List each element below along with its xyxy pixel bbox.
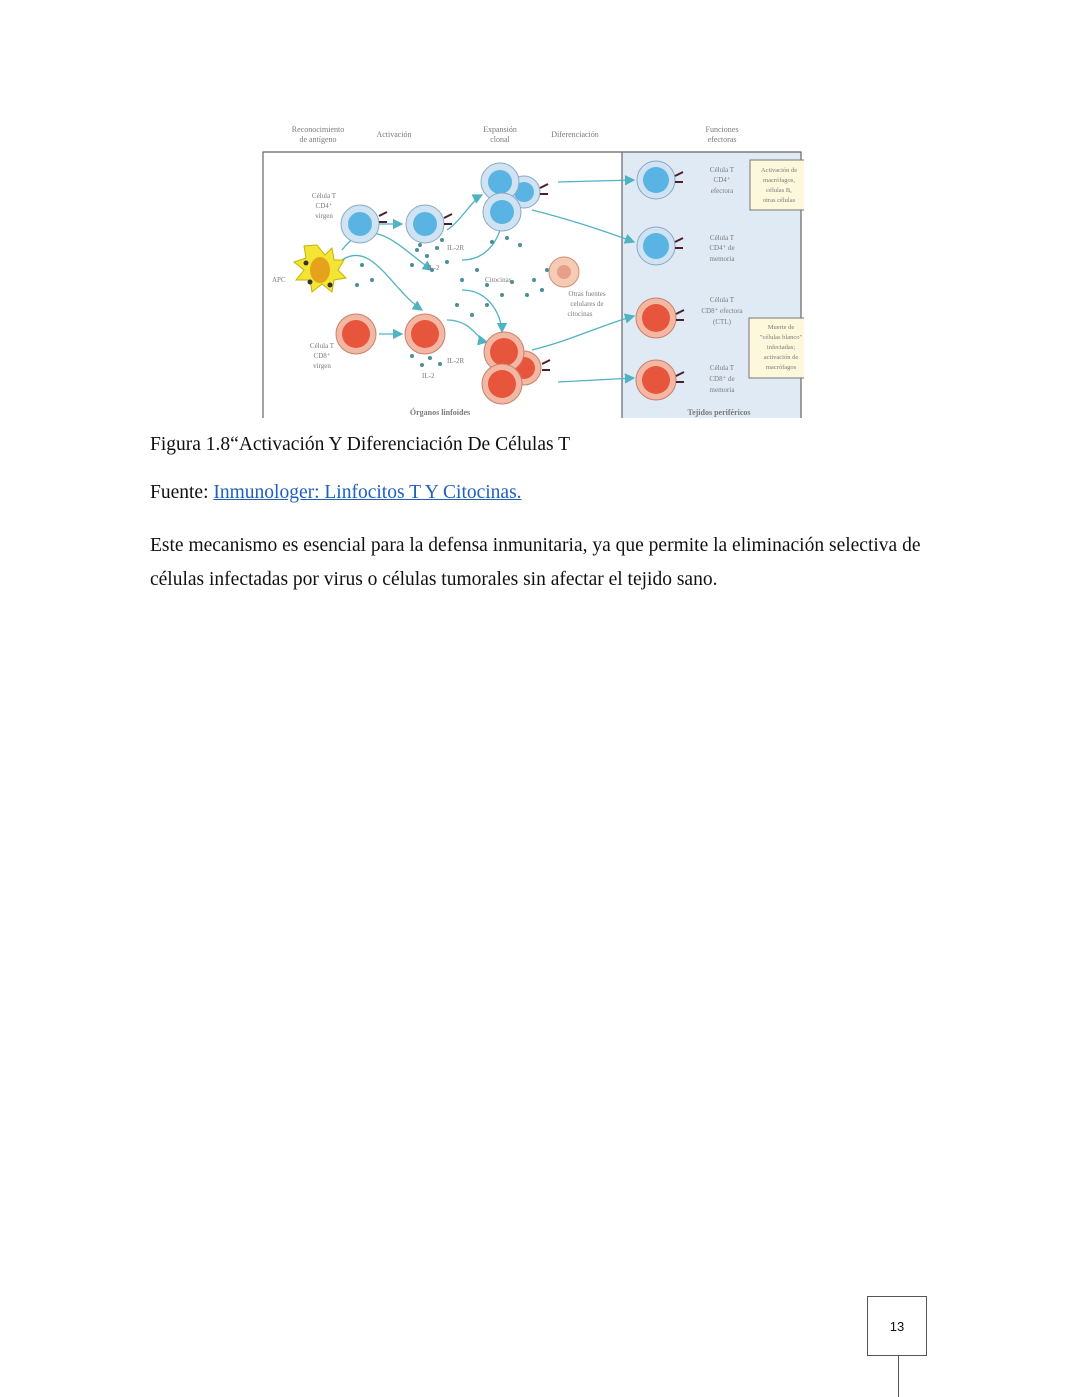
page-number-line (898, 1356, 899, 1397)
other-source-label: Otras fuentes (568, 290, 606, 298)
il2r-label: IL-2R (447, 357, 465, 365)
box-label: infectadas; (766, 344, 796, 351)
stage-label: Funciones (705, 125, 739, 134)
box-label: células B, (766, 187, 792, 194)
cd8-naive-cell (336, 314, 376, 354)
cd8-naive-label: virgen (313, 362, 331, 370)
box-label: otras células (762, 197, 796, 204)
il2r-label: IL-2R (447, 244, 465, 252)
cd4-memory-label: Célula T (709, 234, 735, 242)
cd4-effector-cell (637, 161, 675, 199)
stage-label: efectoras (707, 135, 737, 144)
stage-label: Expansión (483, 125, 517, 134)
cd8-memory-label: CD8⁺ de (709, 375, 735, 383)
cd8-effector-label: (CTL) (713, 318, 731, 326)
cd8-naive-label: CD8⁺ (313, 352, 331, 360)
box-label: Muerte de (767, 324, 795, 331)
source-link[interactable]: Inmunologer: Linfocitos T Y Citocinas. (213, 482, 522, 503)
cd4-naive-label: CD4⁺ (315, 202, 333, 210)
figure-source (150, 482, 522, 504)
cd4-effector-label: efectora (710, 187, 734, 195)
box-label: macrófagos, (763, 177, 795, 184)
box-label: activación de (763, 354, 799, 361)
cd8-expanded-cells (482, 332, 541, 404)
cd4-naive-label: Célula T (311, 192, 337, 200)
box-label: macrófagos (765, 364, 797, 371)
cd4-memory-cell (637, 227, 675, 265)
other-source-label: celulares de (570, 300, 604, 308)
peripheral-tissues-label: Tejidos periféricos (687, 408, 751, 417)
cd8-activated-cell (405, 314, 445, 354)
cd4-expanded-cells (481, 163, 540, 231)
box-label: "células blanco" (759, 334, 803, 341)
apc-label: APC (272, 276, 286, 284)
il2-label: IL-2 (422, 372, 435, 380)
other-source-cell (549, 257, 579, 287)
cd8-naive-label: Célula T (309, 342, 335, 350)
cd8-memory-label: Célula T (709, 364, 735, 372)
cd8-effector-label: Célula T (709, 296, 735, 304)
cytokines-label: Citocinas (485, 276, 512, 284)
t-cell-diagram (262, 120, 804, 420)
cd4-naive-cell (341, 205, 379, 243)
cd4-memory-label: CD4⁺ de (709, 244, 735, 252)
cd4-memory-label: memoria (709, 255, 735, 263)
paragraph-line: células infectadas por virus o células tumorales sin afectar el tejido sano. (150, 569, 718, 590)
paragraph-line: Este mecanismo es esencial para la defensa inmunitaria, ya que permite la eliminación selectiva de (150, 535, 921, 556)
stage-label: Diferenciación (551, 130, 599, 139)
cd8-effector-cell (636, 298, 676, 338)
box-label: Activación de (760, 167, 798, 174)
cd4-activated-cell (406, 205, 444, 243)
page-number: 13 (889, 1318, 905, 1334)
stage-label: Reconocimiento (291, 125, 345, 134)
lymphoid-organs-label: Órganos linfoides (409, 408, 471, 417)
other-source-label: citocinas (567, 310, 593, 318)
apc-cell (294, 245, 346, 292)
stage-label: Activación (376, 130, 412, 139)
il2-label: IL-2 (427, 264, 440, 272)
cd4-effector-label: Célula T (709, 166, 735, 174)
cd4-effector-label: CD4⁺ (713, 176, 731, 184)
page-number-box (867, 1296, 927, 1356)
source-label: Fuente: (150, 482, 214, 503)
body-paragraph (150, 529, 930, 597)
cd8-memory-cell (636, 360, 676, 400)
stage-label: de antígeno (299, 135, 337, 144)
cd4-naive-label: virgen (315, 212, 333, 220)
cd8-memory-label: memoria (709, 386, 735, 394)
cd8-effector-label: CD8⁺ efectora (701, 307, 743, 315)
figure-caption: Figura 1.8“Activación Y Diferenciación De Células T (150, 434, 571, 455)
stage-label: clonal (490, 135, 510, 144)
